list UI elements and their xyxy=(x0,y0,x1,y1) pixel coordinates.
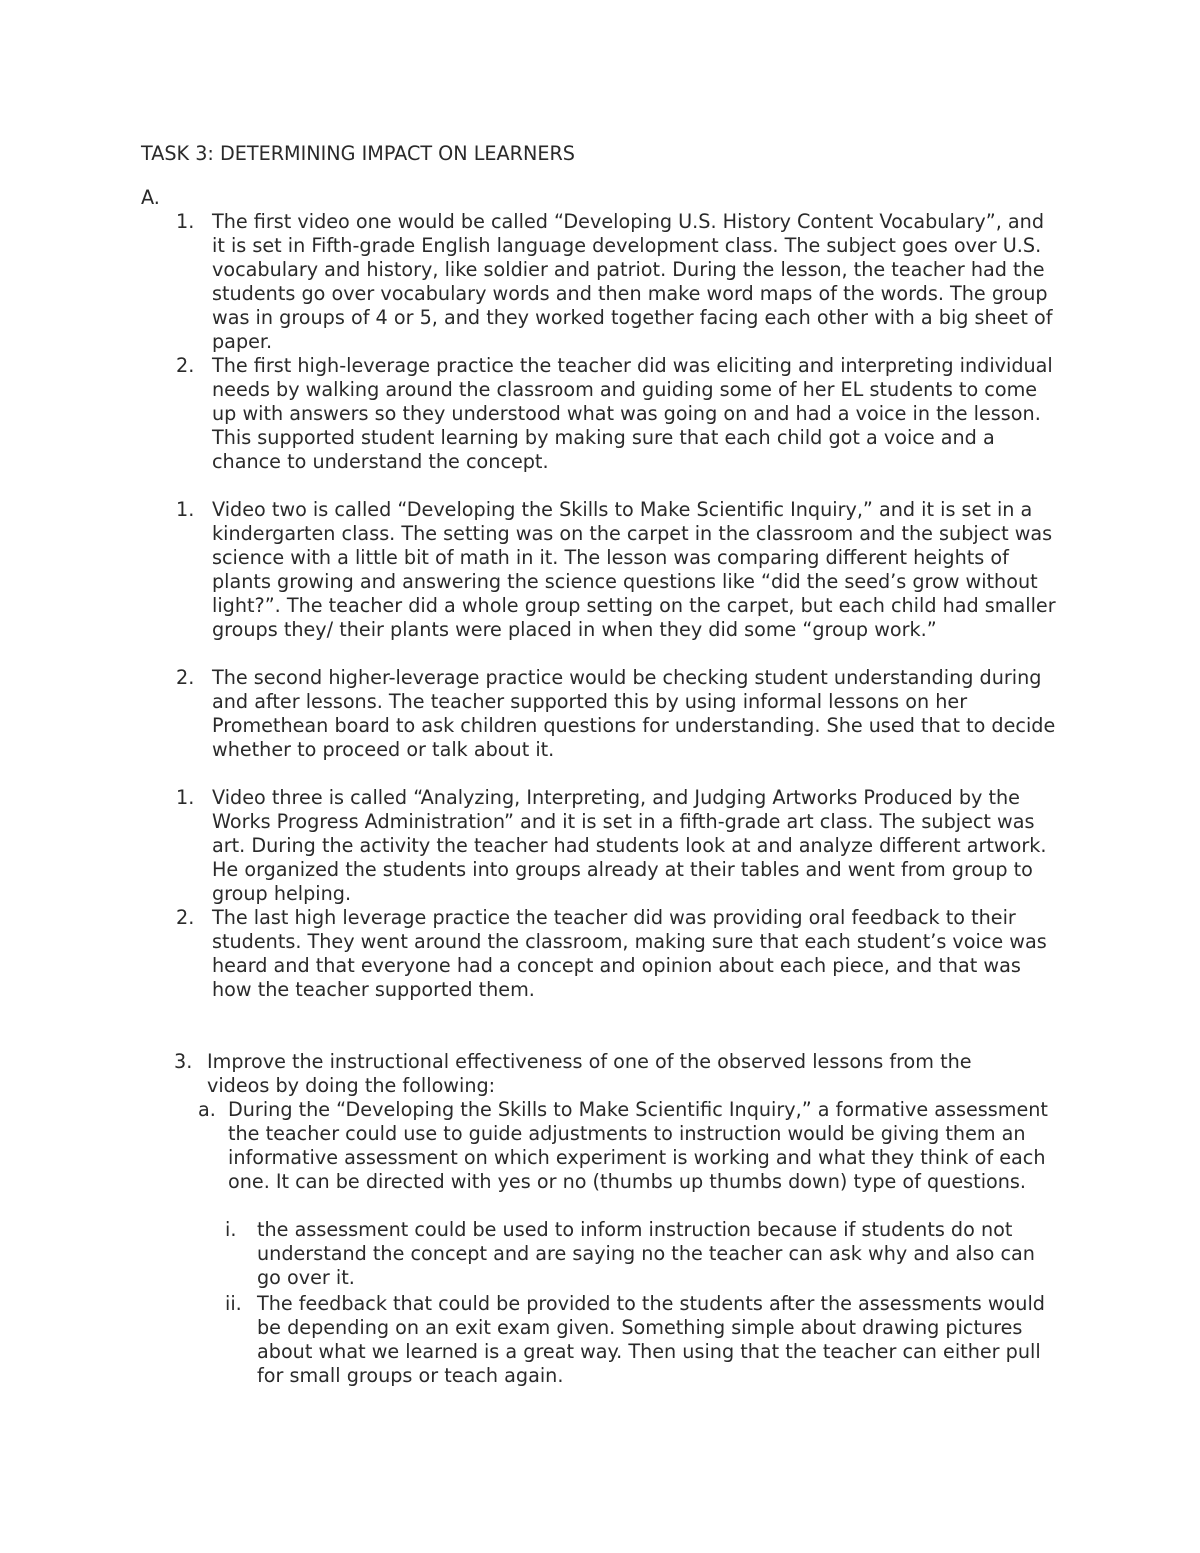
list-marker: 2. xyxy=(176,666,195,689)
list-marker: 2. xyxy=(176,906,195,929)
list-item-text: The last high leverage practice the teacher did was providing oral feedback to their students. They went around the classroom, making sure that each student’s voice was heard and that everyone had a concept and opinion about each piece, and that was how the teacher supported them. xyxy=(212,906,1047,1002)
page-title: TASK 3: DETERMINING IMPACT ON LEARNERS xyxy=(141,142,575,165)
list-item-text: During the “Developing the Skills to Make Scientific Inquiry,” a formative assessment the teacher could use to guide adjustments to instruction would be giving them an informative assessment on which experiment is working and what they think of each one. It can be directed with yes or no (thumbs up thumbs down) type of questions. xyxy=(228,1098,1048,1194)
video-one-item-1 xyxy=(176,210,1062,355)
list-item-text: The feedback that could be provided to the students after the assessments would be depending on an exit exam given. Something simple about drawing pictures about what we learned is a great way. Then using that the teacher can either pull for small groups or teach again. xyxy=(257,1292,1045,1388)
list-marker: 1. xyxy=(176,498,195,521)
list-marker: 1. xyxy=(176,786,195,809)
list-marker: ii. xyxy=(225,1292,242,1315)
list-item-text: Video two is called “Developing the Skills to Make Scientific Inquiry,” and it is set in a kindergarten class. The setting was on the carpet in the classroom and the subject was science with a little bit of math in it. The lesson was comparing different heights of plants growing and answering the science questions like “did the seed’s grow without light?”. The teacher did a whole group setting on the carpet, but each child had smaller groups they/ their plants were placed in when they did some “group work.” xyxy=(212,498,1056,642)
list-item-text: Video three is called “Analyzing, Interpreting, and Judging Artworks Produced by the Works Progress Administration” and it is set in a fifth-grade art class. The subject was art. During the activity the teacher had students look at and analyze different artwork. He organized the students into groups already at their tables and went from group to group helping. xyxy=(212,786,1047,906)
video-one-item-2 xyxy=(176,354,1062,474)
list-item-text: the assessment could be used to inform instruction because if students do not understand the concept and are saying no the teacher can ask why and also can go over it. xyxy=(257,1218,1035,1290)
improve-sub-a xyxy=(198,1098,1060,1194)
improve-sub-i xyxy=(225,1218,1062,1290)
list-marker: 2. xyxy=(176,354,195,377)
section-label: A. xyxy=(141,186,160,209)
list-marker: 1. xyxy=(176,210,195,233)
list-item-text: The first video one would be called “Developing U.S. History Content Vocabulary”, and it is set in Fifth-grade English language development class. The subject goes over U.S. vocabulary and history, like soldier and patriot. During the lesson, the teacher had the students go over vocabulary words and then make word maps of the words. The group was in groups of 4 or 5, and they worked together facing each other with a big sheet of paper. xyxy=(212,210,1053,354)
video-two-item-1 xyxy=(176,498,1062,643)
list-item-text: The first high-leverage practice the teacher did was eliciting and interpreting individual needs by walking around the classroom and guiding some of her EL students to come up with answers so they understood what was going on and had a voice in the lesson. This supported student learning by making sure that each child got a voice and a chance to understand the concept. xyxy=(212,354,1053,474)
video-three-item-1 xyxy=(176,786,1062,906)
list-marker: 3. xyxy=(174,1050,193,1073)
improve-sub-ii xyxy=(225,1292,1062,1388)
list-item-text: Improve the instructional effectiveness of one of the observed lessons from the videos by doing the following: xyxy=(207,1050,972,1098)
improve-item xyxy=(174,1050,1037,1098)
list-marker: a. xyxy=(198,1098,216,1121)
list-marker: i. xyxy=(225,1218,237,1241)
list-item-text: The second higher-leverage practice would be checking student understanding during and after lessons. The teacher supported this by using informal lessons on her Promethean board to ask children questions for understanding. She used that to decide whether to proceed or talk about it. xyxy=(212,666,1056,762)
video-three-item-2 xyxy=(176,906,1062,1002)
video-two-item-2 xyxy=(176,666,1062,762)
